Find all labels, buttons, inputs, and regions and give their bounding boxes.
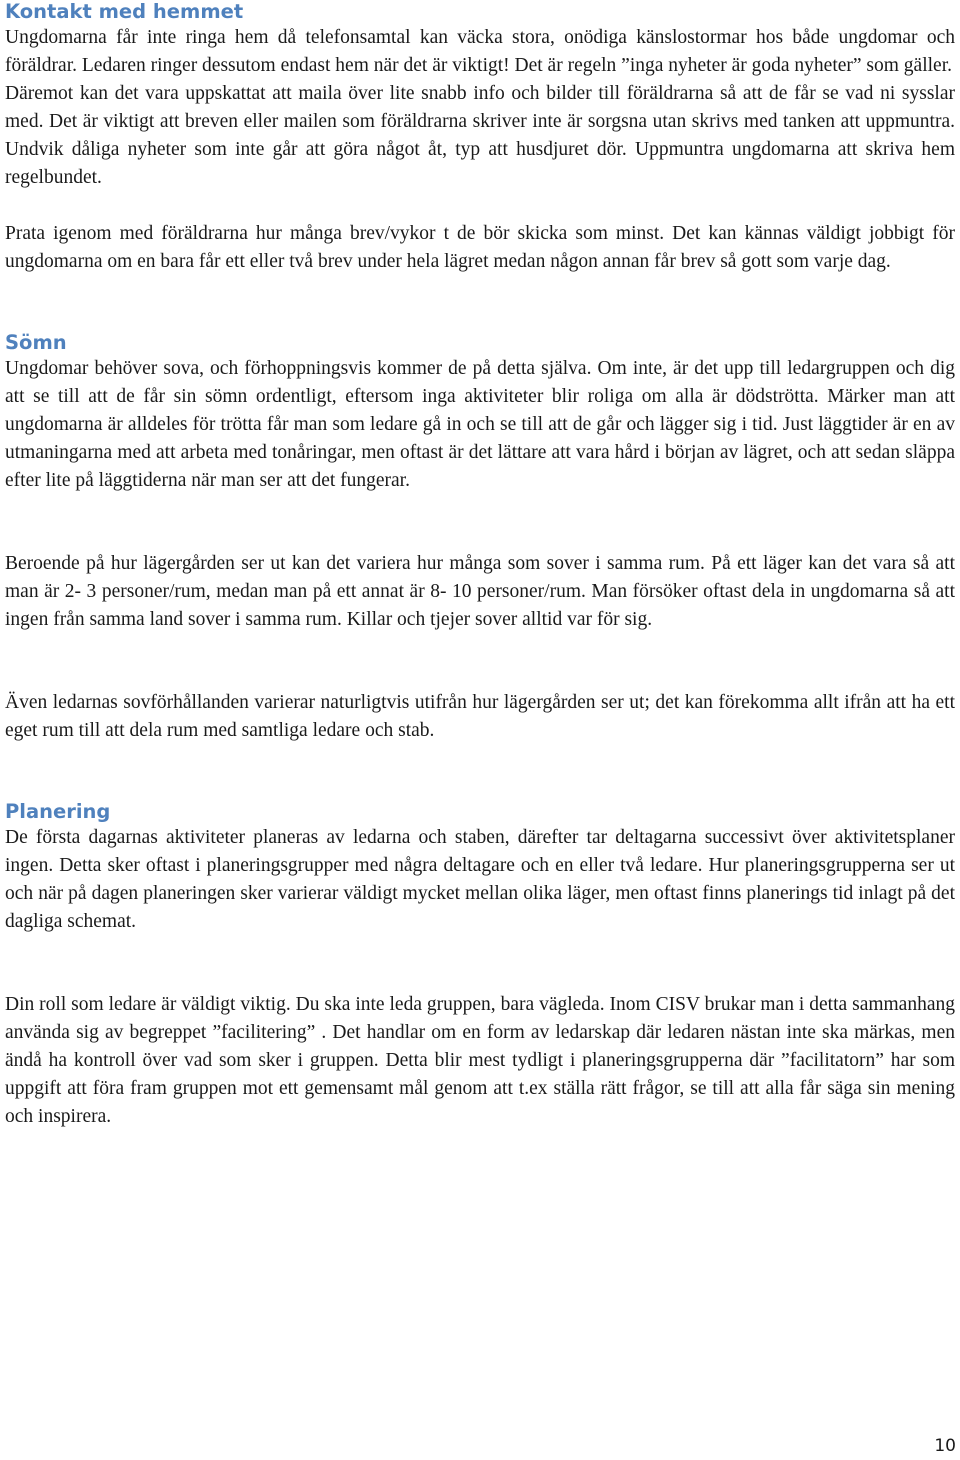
paragraph-kontakt-3: Prata igenom med föräldrarna hur många brev/vykor t de bör skicka som minst. Det kan kännas väldigt jobbigt för ungdomarna om en bara får ett eller två brev under hela lägret medan någon annan får brev så gott som varje dag. <box>5 223 955 272</box>
paragraph-spacer <box>5 936 955 991</box>
paragraph-somn-3: Även ledarnas sovförhållanden varierar naturligtvis utifrån hur lägergården ser ut; det kan förekomma allt ifrån att ha ett eget rum till att dela rum med samtliga ledare och stab. <box>5 692 955 741</box>
heading-kontakt-med-hemmet: Kontakt med hemmet <box>5 0 244 23</box>
paragraph-spacer <box>5 495 955 550</box>
paragraph-spacer <box>5 192 955 220</box>
document-page <box>5 0 955 1131</box>
section-spacer <box>5 745 955 800</box>
paragraph-planering-2: Din roll som ledare är väldigt viktig. Du ska inte leda gruppen, bara vägleda. Inom CISV brukar man i detta sammanhang använda sig av begreppet ”facilitering” . Det handlar om en form av ledarskap där ledaren nästan inte ska märkas, men ändå ha kontroll över vad som sker i gruppen. Detta blir mest tydligt i planeringsgrupperna där ”facilitatorn” har som uppgift att föra fram gruppen mot ett gemensamt mål genom att t.ex ställa rätt frågor, se till att alla får säga sin mening och inspirera. <box>5 994 955 1127</box>
paragraph-spacer <box>5 634 955 689</box>
paragraph-planering-1: De första dagarnas aktiviteter planeras av ledarna och staben, därefter tar deltagarna successivt över aktivitetsplaner ingen. Detta sker oftast i planeringsgrupper med några deltagare och en eller två ledare. Hur planeringsgrupperna ser ut och när på dagen planeringen sker varierar väldigt mycket mellan olika läger, men oftast finns planerings tid inlagt på det dagliga schemat. <box>5 827 955 932</box>
heading-somn: Sömn <box>5 331 67 354</box>
paragraph-kontakt-2: Däremot kan det vara uppskattat att maila över lite snabb info och bilder till föräldrarna så att de får se vad ni sysslar med. Det är viktigt att breven eller mailen som föräldrarna skriver inte är sorgsna utan skrivs med tanken att uppmuntra. Undvik dåliga nyheter som inte går att göra något åt, typ att husdjuret dör. Uppmuntra ungdomarna att skriva hem regelbundet. <box>5 83 955 188</box>
paragraph-somn-1: Ungdomar behöver sova, och förhoppningsvis kommer de på detta själva. Om inte, är det upp till ledargruppen och dig att se till att de får sin sömn ordentligt, eftersom inga aktiviteter blir roliga om alla är dödströtta. Märker man att ungdomarna är alldeles för trötta får man som ledare gå in och se till att de går och lägger sig i tid. Just läggtider är en av utmaningarna med att arbeta med tonåringar, men oftast är det lättare att vara hård i början av lägret, och att sedan släppa efter lite på läggtiderna när man ser att det fungerar. <box>5 358 955 491</box>
paragraph-somn-2: Beroende på hur lägergården ser ut kan det variera hur många som sover i samma rum. På ett läger kan det vara så att man är 2- 3 personer/rum, medan man på ett annat är 8- 10 personer/rum. Man försöker oftast dela in ungdomarna så att ingen från samma land sover i samma rum. Killar och tjejer sover alltid var för sig. <box>5 553 955 630</box>
heading-planering: Planering <box>5 800 111 823</box>
section-spacer <box>5 276 955 331</box>
page-number: 10 <box>934 1436 956 1456</box>
paragraph-kontakt-1: Ungdomarna får inte ringa hem då telefonsamtal kan väcka stora, onödiga känslostormar hos både ungdomar och föräldrar. Ledaren ringer dessutom endast hem när det är viktigt! Det är regeln ”inga nyheter är goda nyheter” som gäller. <box>5 27 955 76</box>
